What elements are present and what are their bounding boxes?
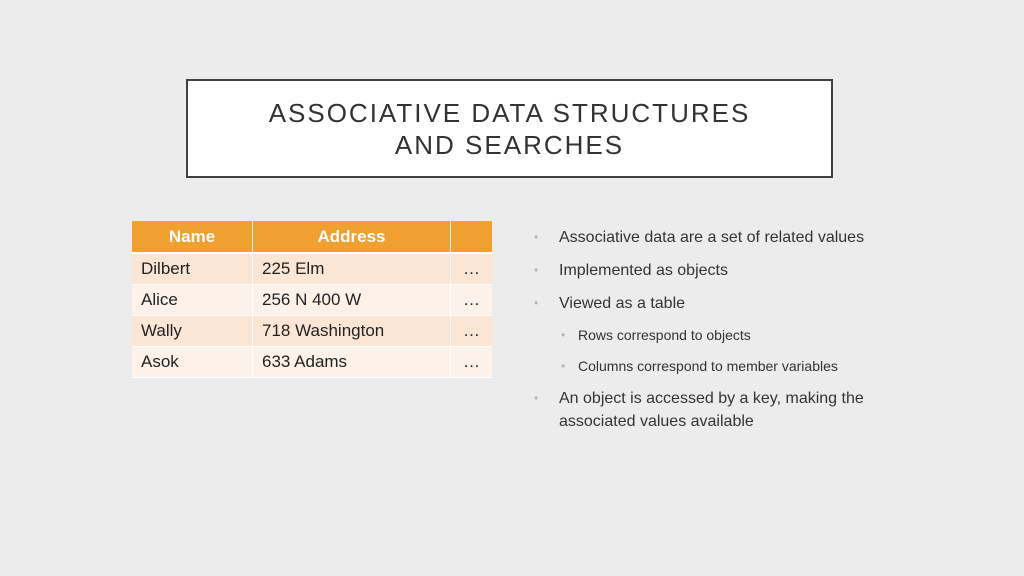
bullet-text: Implemented as objects bbox=[559, 262, 728, 279]
bullet-marker-icon: • bbox=[534, 296, 539, 310]
bullet-text: An object is accessed by a key, making the associated values available bbox=[559, 390, 864, 430]
table-row bbox=[132, 254, 492, 285]
table-row bbox=[132, 347, 492, 378]
header-address: Address bbox=[253, 221, 451, 254]
bullet-text: Associative data are a set of related values bbox=[559, 229, 865, 246]
cell-name: Alice bbox=[132, 285, 253, 316]
associative-data-table bbox=[132, 221, 492, 378]
slide-title-box bbox=[186, 79, 833, 178]
bullet-marker-icon: • bbox=[534, 230, 539, 244]
bullet-item bbox=[532, 387, 892, 433]
table-header-row bbox=[132, 221, 492, 254]
cell-address: 225 Elm bbox=[253, 254, 451, 285]
sub-bullet-item bbox=[532, 325, 892, 345]
table-row bbox=[132, 316, 492, 347]
bullet-marker-icon: • bbox=[534, 263, 539, 277]
bullet-item bbox=[532, 259, 892, 282]
cell-more: … bbox=[451, 254, 492, 285]
slide-title-line-2: AND SEARCHES bbox=[394, 129, 625, 160]
cell-name: Wally bbox=[132, 316, 253, 347]
header-name: Name bbox=[132, 221, 253, 254]
bullet-text: Viewed as a table bbox=[559, 295, 686, 312]
table-row bbox=[132, 285, 492, 316]
cell-name: Asok bbox=[132, 347, 253, 378]
header-more bbox=[451, 221, 492, 254]
cell-more: … bbox=[451, 347, 492, 378]
cell-more: … bbox=[451, 285, 492, 316]
bullet-item bbox=[532, 292, 892, 315]
bullet-text: Rows correspond to objects bbox=[578, 327, 751, 343]
cell-more: … bbox=[451, 316, 492, 347]
cell-address: 718 Washington bbox=[253, 316, 451, 347]
bullet-marker-icon: • bbox=[561, 328, 566, 342]
bullet-list bbox=[532, 226, 892, 443]
sub-bullet-item bbox=[532, 356, 892, 376]
bullet-text: Columns correspond to member variables bbox=[578, 358, 838, 374]
cell-address: 256 N 400 W bbox=[253, 285, 451, 316]
bullet-item bbox=[532, 226, 892, 249]
cell-name: Dilbert bbox=[132, 254, 253, 285]
slide-title-line-1: ASSOCIATIVE DATA STRUCTURES bbox=[268, 97, 751, 128]
cell-address: 633 Adams bbox=[253, 347, 451, 378]
bullet-marker-icon: • bbox=[534, 391, 539, 405]
bullet-marker-icon: • bbox=[561, 359, 566, 373]
